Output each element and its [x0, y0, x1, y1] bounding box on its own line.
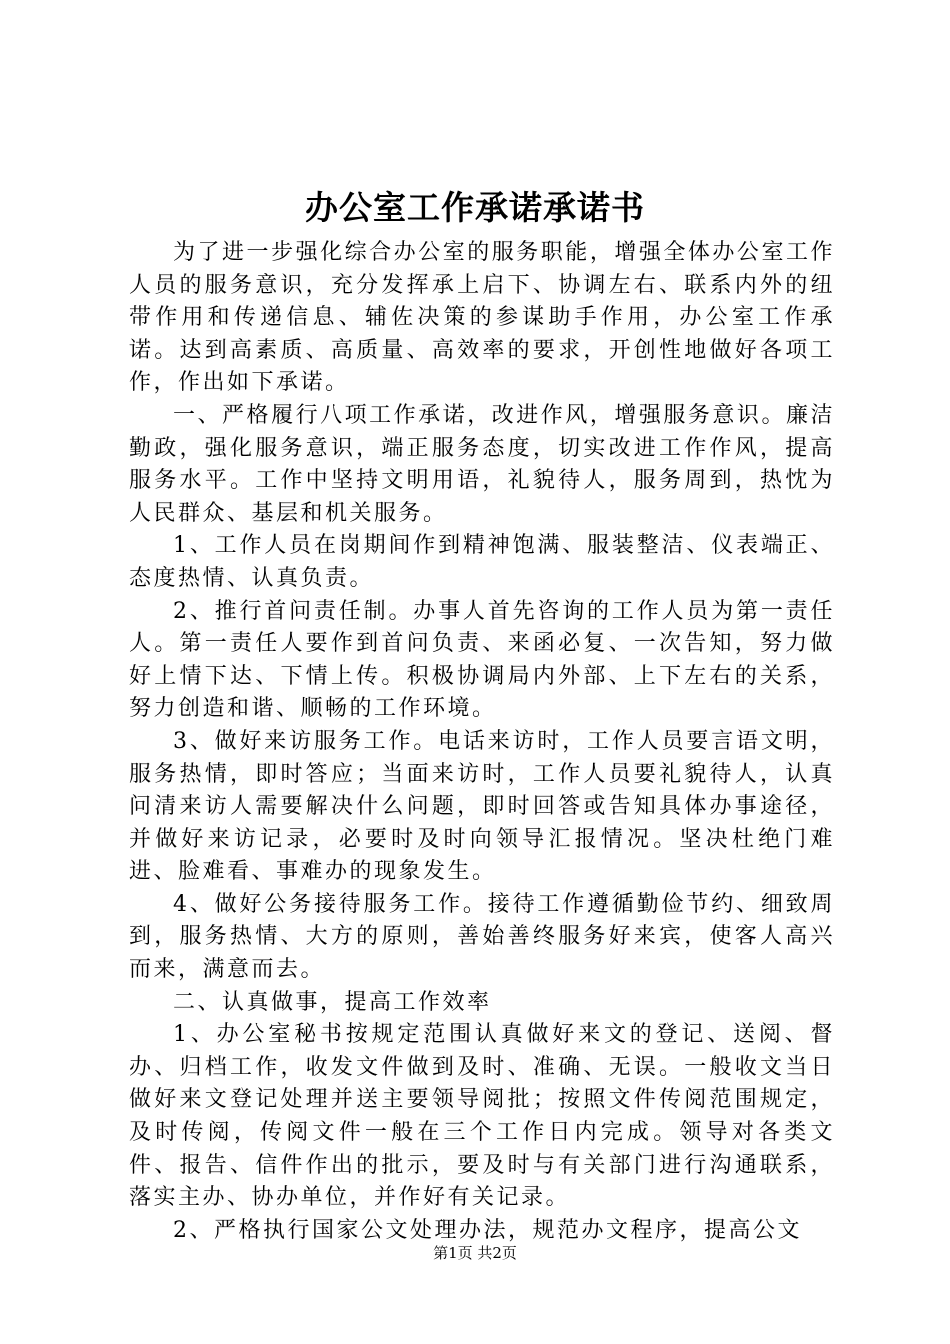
page-number-footer: 第1页 共2页 — [433, 1244, 517, 1262]
document-title: 办公室工作承诺承诺书 — [305, 188, 645, 227]
paragraph-item-1-1: 1、工作人员在岗期间作到精神饱满、服装整洁、仪表端正、态度热情、认真负责。 — [129, 533, 835, 591]
paragraph-item-1-3: 3、做好来访服务工作。电话来访时，工作人员要言语文明，服务热情，即时答应；当面来访时，工作人员要礼貌待人，认真问清来访人需要解决什么问题，即时回答或告知具体办事途径，并做好来访记录，必要时及时向领导汇报情况。坚决杜绝门难进、脸难看、事难办的现象发生。 — [129, 728, 835, 885]
paragraph-item-1-4: 4、做好公务接待服务工作。接待工作遵循勤俭节约、细致周到，服务热情、大方的原则，善始善终服务好来宾，使客人高兴而来，满意而去。 — [129, 891, 835, 983]
paragraph-section-2: 二、认真做事，提高工作效率 — [173, 989, 492, 1015]
paragraph-section-1: 一、严格履行八项工作承诺，改进作风，增强服务意识。廉洁勤政，强化服务意识，端正服务态度，切实改进工作作风，提高服务水平。工作中坚持文明用语，礼貌待人，服务周到，热忱为人民群众、基层和机关服务。 — [129, 402, 835, 526]
paragraph-item-2-1: 1、办公室秘书按规定范围认真做好来文的登记、送阅、督办、归档工作，收发文件做到及时、准确、无误。一般收文当日做好来文登记处理并送主要领导阅批；按照文件传阅范围规定，及时传阅，传阅文件一般在三个工作日内完成。领导对各类文件、报告、信件作出的批示，要及时与有关部门进行沟通联系，落实主办、协办单位，并作好有关记录。 — [129, 1022, 835, 1211]
document-body — [129, 237, 835, 1247]
paragraph-item-2-2: 2、严格执行国家公文处理办法，规范办文程序，提高公文 — [173, 1217, 802, 1243]
paragraph-item-1-2: 2、推行首问责任制。办事人首先咨询的工作人员为第一责任人。第一责任人要作到首问负责、来函必复、一次告知，努力做好上情下达、下情上传。积极协调局内外部、上下左右的关系，努力创造和谐、顺畅的工作环境。 — [129, 598, 835, 722]
paragraph-intro: 为了进一步强化综合办公室的服务职能，增强全体办公室工作人员的服务意识，充分发挥承上启下、协调左右、联系内外的纽带作用和传递信息、辅佐决策的参谋助手作用，办公室工作承诺。达到高素质、高质量、高效率的要求，开创性地做好各项工作，作出如下承诺。 — [129, 240, 835, 396]
